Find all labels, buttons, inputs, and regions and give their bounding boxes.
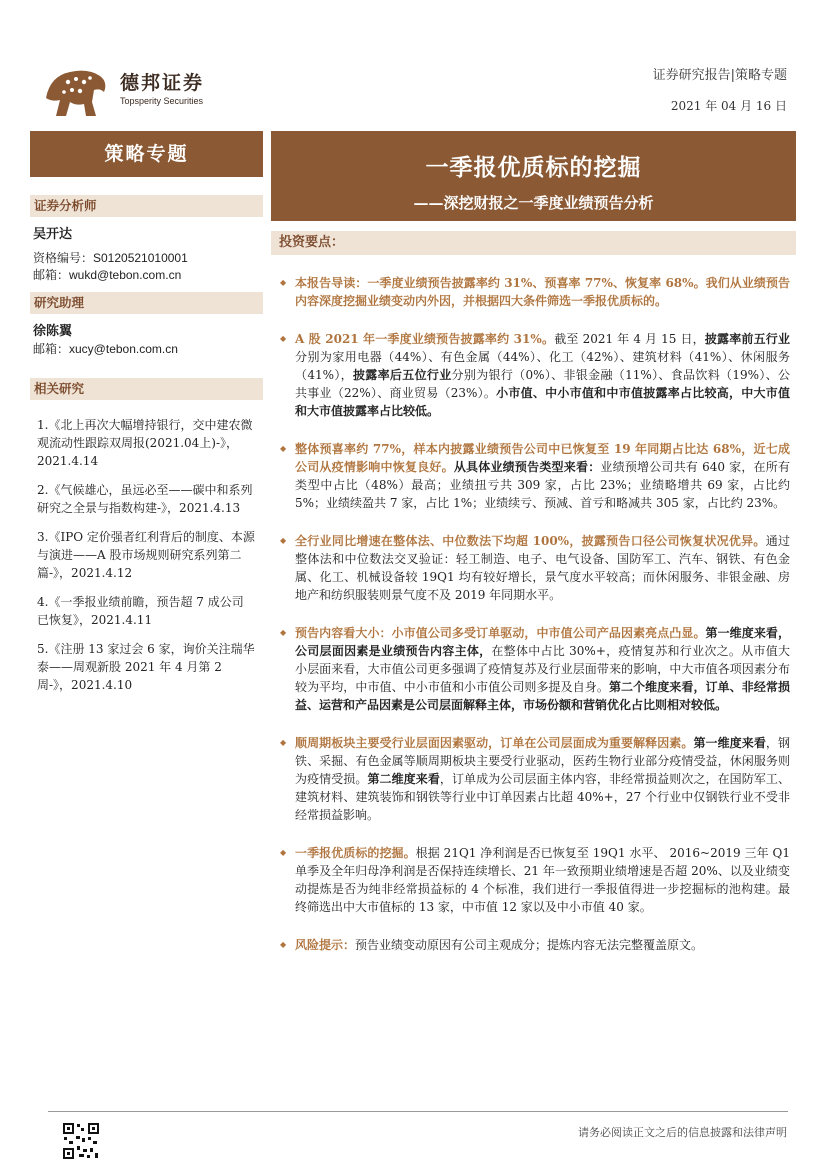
- bullet-point: [280, 936, 790, 954]
- bullet-point: [280, 844, 790, 916]
- header-meta: [653, 64, 787, 114]
- bullet-lead: 一季报优质标的挖掘。: [295, 846, 416, 860]
- assistant-email[interactable]: 邮箱：xucy@tebon.com.cn: [33, 342, 178, 356]
- related-item[interactable]: 3.《IPO 定价强者红利背后的制度、本源与演进——A 股市场规则研究系列第二篇-》，2021.4.12: [37, 530, 255, 580]
- bullet-bold: 从具体业绩预告类型来看：: [453, 460, 601, 474]
- bullet-lead: 顺周期板块主要受行业层面因素驱动，订单在公司层面成为重要解释因素。: [295, 736, 694, 750]
- bullet-bold: 第一维度来看: [693, 736, 766, 750]
- bullet-text: 根据 21Q1 净利润是否已恢复至 19Q1 水平、 2016~2019 三年 Q1 单季及全年归母净利润是否保持连续增长、21 年一致预期业绩增速是否超 20%、以及业绩变动提炼是否为纯非经常损益标的 4 个标准，我们进行一季报值得进一步挖掘标的池构建。最终筛选出中大市值标的 13 家，中市值 12 家以及中小市值 40 家。: [295, 846, 790, 914]
- page-title: 一季报优质标的挖掘: [425, 154, 642, 181]
- bullet-bold: 第二维度来看: [367, 772, 440, 786]
- analyst-heading: 证券分析师: [30, 195, 263, 217]
- related-item[interactable]: 1.《北上再次大幅增持银行，交中建农微观流动性跟踪双周报(2021.04上)-》，2021.4.14: [37, 418, 253, 468]
- footer-disclaimer: 请务必阅读正文之后的信息披露和法律声明: [578, 1126, 787, 1139]
- sidebar: [30, 131, 263, 705]
- bullet-point: [280, 624, 790, 714]
- bullet-point: [280, 274, 790, 310]
- bullet-point: [280, 440, 790, 512]
- page-subtitle: ——深挖财报之一季度业绩预告分析: [413, 194, 654, 212]
- bullet-point: [280, 330, 790, 420]
- title-box: [271, 131, 796, 221]
- bullet-text: 业绩预增公司共有 640 家，在所有类型中占比（48%）最高；业绩扭亏共 309 家，占比 23%；业绩略增共 69 家，占比约 5%；业绩续盈共 7 家，占比 1%；业绩续亏、预减、首亏和略减共 305 家，占比约 23%。: [295, 460, 790, 510]
- related-heading: 相关研究: [30, 378, 263, 400]
- bullet-text: 在整体中占比 30%+，疫情复苏和行业次之。从市值大小层面来看，大市值公司更多强调了疫情复苏及行业层面带来的影响，中大市值各项因素分布较为平均，中市值、中小市值和小市值公司则多提及自身。: [295, 644, 790, 694]
- leopard-logo-icon: [40, 58, 112, 118]
- category-box: 策略专题: [30, 131, 263, 177]
- key-points: [280, 274, 790, 974]
- related-list: [30, 416, 263, 694]
- bullet-point: [280, 532, 790, 604]
- qr-code-icon[interactable]: [62, 1122, 100, 1160]
- bullet-text: 分别为家用电器（44%）、有色金属（44%）、化工（42%）、建筑材料（41%）、休闲服务（41%），: [295, 350, 790, 382]
- assistant-name: 徐陈翼: [33, 324, 73, 339]
- analyst-name: 吴开达: [33, 227, 73, 242]
- bullet-text: ，钢铁、采掘、有色金属等顺周期板块主要受行业驱动，医药生物行业部分疫情受益，休闲服务则为疫情受损。: [295, 736, 790, 786]
- brand-name-cn: 德邦证券: [120, 72, 205, 94]
- bullet-lead: 全行业同比增速在整体法、中位数法下均超 100%，披露预告口径公司恢复状况优异。: [295, 534, 766, 548]
- related-item[interactable]: 4.《一季报业绩前瞻，预告超 7 成公司已恢复》，2021.4.11: [37, 595, 244, 627]
- bullet-text: 分别为银行（0%）、非银金融（11%）、食品饮料（19%）、公共事业（22%）、商业贸易（23%）。: [295, 368, 790, 400]
- bullet-text: 通过整体法和中位数法交叉验证：轻工制造、电子、电气设备、国防军工、汽车、钢铁、有色金属、化工、机械设备较 19Q1 均有较好增长，景气度水平较高；而休闲服务、非银金融、房地产和纺织服装则景气度不及 2019 年同期水平。: [295, 534, 790, 602]
- bullet-lead: 预告内容看大小：小市值公司多受订单驱动，中市值公司产品因素亮点凸显。: [295, 626, 706, 640]
- related-item[interactable]: 2.《气候雄心，虽远必至——碳中和系列研究之全景与指数构建-》，2021.4.13: [37, 483, 253, 515]
- bullet-text: 截至 2021 年 4 月 15 日，: [554, 332, 705, 346]
- bullet-bold: 第二个维度来看，订单、非经常损益、运营和产品因素是公司层面解释主体，市场份额和营销优化占比则相对较低。: [295, 680, 790, 712]
- report-date: 2021 年 04 月 16 日: [670, 99, 787, 113]
- report-type: 证券研究报告|策略专题: [652, 68, 787, 83]
- bullet-text: 预告业绩变动原因有公司主观成分；提炼内容无法完整覆盖原文。: [355, 938, 704, 952]
- footer-divider: [48, 1111, 788, 1112]
- bullet-bold: 小市值、中小市值和中市值披露率占比较高，中大市值和大市值披露率占比较低。: [295, 386, 790, 418]
- bullet-bold: 披露率后五位行业: [352, 368, 452, 382]
- brand-name-en: Topsperity Securities: [120, 96, 204, 106]
- assistant-heading: 研究助理: [30, 292, 263, 314]
- bullet-lead: A 股 2021 年一季度业绩预告披露率约 31%。: [295, 332, 555, 346]
- bullet-point: [280, 734, 790, 824]
- bullet-lead: 本报告导读：一季度业绩预告披露率约 31%、预喜率 77%、恢复率 68%。我们从业绩预告内容深度挖掘业绩变动内外因，并根据四大条件筛选一季报优质标的。: [295, 276, 790, 308]
- bullet-lead: 风险提示：: [295, 938, 356, 952]
- related-item[interactable]: 5.《注册 13 家过会 6 家，询价关注瑞华泰——周观新股 2021 年 4 月第 2 周-》，2021.4.10: [37, 642, 255, 692]
- brand: [120, 68, 204, 106]
- bullet-lead: 整体预喜率约 77%，样本内披露业绩预告公司中已恢复至 19 年同期占比达 68%，近七成公司从疫情影响中恢复良好。: [295, 442, 790, 474]
- analyst-email[interactable]: 邮箱：wukd@tebon.com.cn: [33, 268, 182, 282]
- analyst-license: 资格编号：S0120521010001: [33, 251, 188, 265]
- invest-heading: 投资要点：: [271, 231, 796, 255]
- bullet-bold: 披露率前五行业: [704, 332, 790, 346]
- bullet-text: ，订单成为公司层面主体内容，非经常损益则次之，在国防军工、建筑材料、建筑装饰和钢铁等行业中订单因素占比超 40%+，27 个行业中仅钢铁行业不受非经常损益影响。: [295, 772, 790, 822]
- bullet-bold: 第一维度来看，公司层面因素是业绩预告内容主体，: [295, 626, 790, 658]
